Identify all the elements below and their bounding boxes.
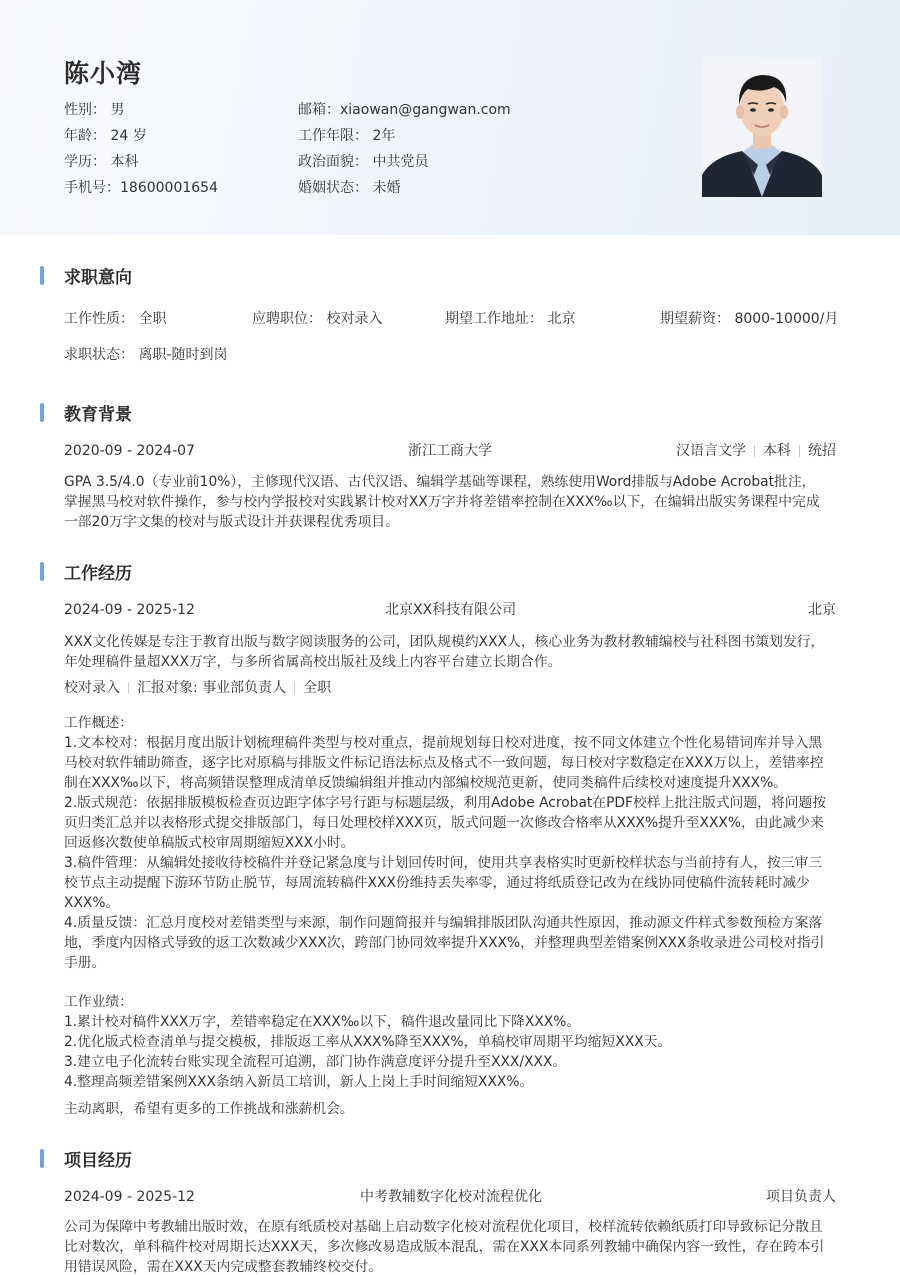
expected-location: 期望工作地址： 北京 bbox=[445, 311, 576, 327]
education-details bbox=[676, 441, 836, 461]
work-tags bbox=[64, 678, 331, 698]
degree: 本科 bbox=[763, 443, 791, 459]
candidate-name: 陈小湾 bbox=[64, 59, 143, 88]
text-line: 公司为保障中考教辅出版时效，在原有纸质校对基础上启动数字化校对流程优化项目，校样流转依赖纸质打印导致标记分散且 bbox=[64, 1219, 823, 1235]
leave-reason bbox=[64, 1099, 839, 1119]
text-line: 制在XXX‰以下，将高频错误整理成清单反馈编辑组并推动内部编校规范更新，使同类稿件后续校对速度提升XXX%。 bbox=[64, 775, 787, 791]
text-line: 工作概述： bbox=[64, 715, 133, 731]
info-row bbox=[64, 125, 624, 151]
section-job-intention bbox=[40, 264, 132, 286]
section-bar bbox=[40, 266, 44, 285]
work-city: 北京 bbox=[808, 602, 836, 618]
section-title: 教育背景 bbox=[64, 404, 132, 425]
work-achievements bbox=[64, 992, 839, 1092]
text-line: 回返修次数使单稿版式校审周期缩短XXX小时。 bbox=[64, 835, 355, 851]
avatar-portrait-icon bbox=[702, 57, 822, 197]
header-banner bbox=[0, 0, 900, 235]
text-line: 掌握黑马校对软件操作，参与校内学报校对实践累计校对XX万字并将差错率控制在XXX‰以下，在编辑出版实务课程中完成 bbox=[64, 494, 820, 510]
text-line: 马校对软件辅助筛查，逐字比对原稿与排版文件标记语法标点及格式不一致问题，每日校对字数稳定在XXX万以上，差错率控 bbox=[64, 755, 824, 771]
section-bar bbox=[40, 1149, 44, 1168]
text-line: 2.优化版式检查清单与提交模板，排版返工率从XXX%降至XXX%，单稿校审周期平均缩短XXX天。 bbox=[64, 1034, 672, 1050]
employment-type: 全职 bbox=[303, 680, 332, 696]
section-education bbox=[40, 401, 132, 423]
basic-info bbox=[64, 99, 624, 203]
political-status: 政治面貌： 中共党员 bbox=[298, 154, 429, 170]
section-title: 项目经历 bbox=[64, 1150, 132, 1171]
info-row bbox=[64, 99, 624, 125]
project-role: 项目负责人 bbox=[766, 1189, 836, 1205]
text-line: 2.版式规范：依据排版模板检查页边距字体字号行距与标题层级，利用Adobe Acrobat在PDF校样上批注版式问题，将问题按 bbox=[64, 795, 827, 811]
divider bbox=[799, 445, 800, 457]
text-line: 比对数次，单科稿件校对周期长达XXX天，多次修改易造成版本混乱，需在XXX本同系列教辅中确保内容一致性，存在跨本引 bbox=[64, 1239, 825, 1255]
section-bar bbox=[40, 562, 44, 581]
age: 年龄： 24 岁 bbox=[64, 128, 147, 144]
role: 校对录入 bbox=[64, 680, 120, 696]
project-name: 中考教辅数字化校对流程优化 bbox=[360, 1189, 542, 1205]
text-line: 手册。 bbox=[64, 955, 106, 971]
education-level: 学历： 本科 bbox=[64, 154, 139, 170]
text-line: 1.文本校对：根据月度出版计划梳理稿件类型与校对重点，提前规划每日校对进度，按不同文体建立个性化易错词库并导入黑 bbox=[64, 735, 823, 751]
section-title: 求职意向 bbox=[64, 267, 132, 288]
text-line: 年处理稿件量超XXX万字，与多所省属高校出版社及线上内容平台建立长期合作。 bbox=[64, 654, 562, 670]
profile-photo bbox=[702, 57, 822, 197]
text-line: 用错误风险，需在XXX天内完成整套教辅终校交付。 bbox=[64, 1259, 383, 1275]
text-line: 地，季度内因格式导致的返工次数减少XXX次，跨部门协同效率提升XXX%，并整理典型差错案例XXX条收录进公司校对指引 bbox=[64, 935, 825, 951]
text-line: 一部20万字文集的校对与版式设计并获课程优秀项目。 bbox=[64, 514, 399, 530]
company-description bbox=[64, 632, 839, 672]
text-line: 3.建立电子化流转台账实现全流程可追溯，部门协作满意度评分提升至XXX/XXX。 bbox=[64, 1054, 567, 1070]
text-line: 4.整理高频差错案例XXX条纳入新员工培训，新人上岗上手时间缩短XXX%。 bbox=[64, 1074, 534, 1090]
email: 邮箱：xiaowan@gangwan.com bbox=[298, 102, 511, 118]
info-row bbox=[64, 177, 624, 203]
phone: 手机号：18600001654 bbox=[64, 180, 218, 196]
section-title: 工作经历 bbox=[64, 563, 132, 584]
info-row bbox=[64, 151, 624, 177]
project-period: 2024-09 - 2025-12 bbox=[64, 1189, 195, 1205]
text-line: GPA 3.5/4.0（专业前10%），主修现代汉语、古代汉语、编辑学基础等课程，熟练使用Word排版与Adobe Acrobat批注， bbox=[64, 474, 816, 490]
report-to: 汇报对象: 事业部负责人 bbox=[137, 680, 287, 696]
applied-position: 应聘职位： 校对录入 bbox=[252, 311, 383, 327]
enrollment-mode: 统招 bbox=[808, 443, 836, 459]
text-line: 主动离职，希望有更多的工作挑战和涨薪机会。 bbox=[64, 1101, 354, 1117]
divider bbox=[294, 682, 295, 694]
divider bbox=[754, 445, 755, 457]
job-status: 求职状态： 离职-随时到岗 bbox=[64, 347, 228, 363]
expected-salary: 期望薪资： 8000-10000/月 bbox=[660, 311, 839, 327]
text-line: XXX文化传媒是专注于教育出版与数字阅读服务的公司，团队规模约XXX人，核心业务为教材教辅编校与社科图书策划发行， bbox=[64, 634, 825, 650]
text-line: 4.质量反馈：汇总月度校对差错类型与来源，制作问题简报并与编辑排版团队沟通共性原因，推动源文件样式参数预检方案落 bbox=[64, 915, 823, 931]
section-work bbox=[40, 560, 132, 582]
marital-status: 婚姻状态： 未婚 bbox=[298, 180, 401, 196]
job-type: 工作性质： 全职 bbox=[64, 311, 167, 327]
work-period: 2024-09 - 2025-12 bbox=[64, 602, 195, 618]
section-bar bbox=[40, 403, 44, 422]
divider bbox=[128, 682, 129, 694]
section-project bbox=[40, 1147, 132, 1169]
text-line: 工作业绩： bbox=[64, 994, 133, 1010]
education-period: 2020-09 - 2024-07 bbox=[64, 443, 195, 459]
work-overview bbox=[64, 713, 839, 973]
text-line: 校节点主动提醒下游环节防止脱节，每周流转稿件XXX份维持丢失率零，通过将纸质登记改为在线协同使稿件流转耗时减少 bbox=[64, 875, 810, 891]
education-description bbox=[64, 472, 839, 532]
major: 汉语言文学 bbox=[676, 443, 746, 459]
school-name: 浙江工商大学 bbox=[408, 443, 492, 459]
text-line: 页归类汇总并以表格形式提交排版部门，每日处理校样XXX页，版式问题一次修改合格率从XXX%提升至XXX%，由此减少来 bbox=[64, 815, 824, 831]
text-line: XXX%。 bbox=[64, 895, 120, 911]
text-line: 3.稿件管理：从编辑处接收待校稿件并登记紧急度与计划回传时间，使用共享表格实时更新校样状态与当前持有人，按三审三 bbox=[64, 855, 823, 871]
text-line: 1.累计校对稿件XXX万字，差错率稳定在XXX‰以下，稿件退改量同比下降XXX%。 bbox=[64, 1014, 581, 1030]
gender: 性别： 男 bbox=[64, 102, 125, 118]
company-name: 北京XX科技有限公司 bbox=[385, 602, 517, 618]
work-years: 工作年限： 2年 bbox=[298, 128, 396, 144]
project-description bbox=[64, 1217, 839, 1275]
